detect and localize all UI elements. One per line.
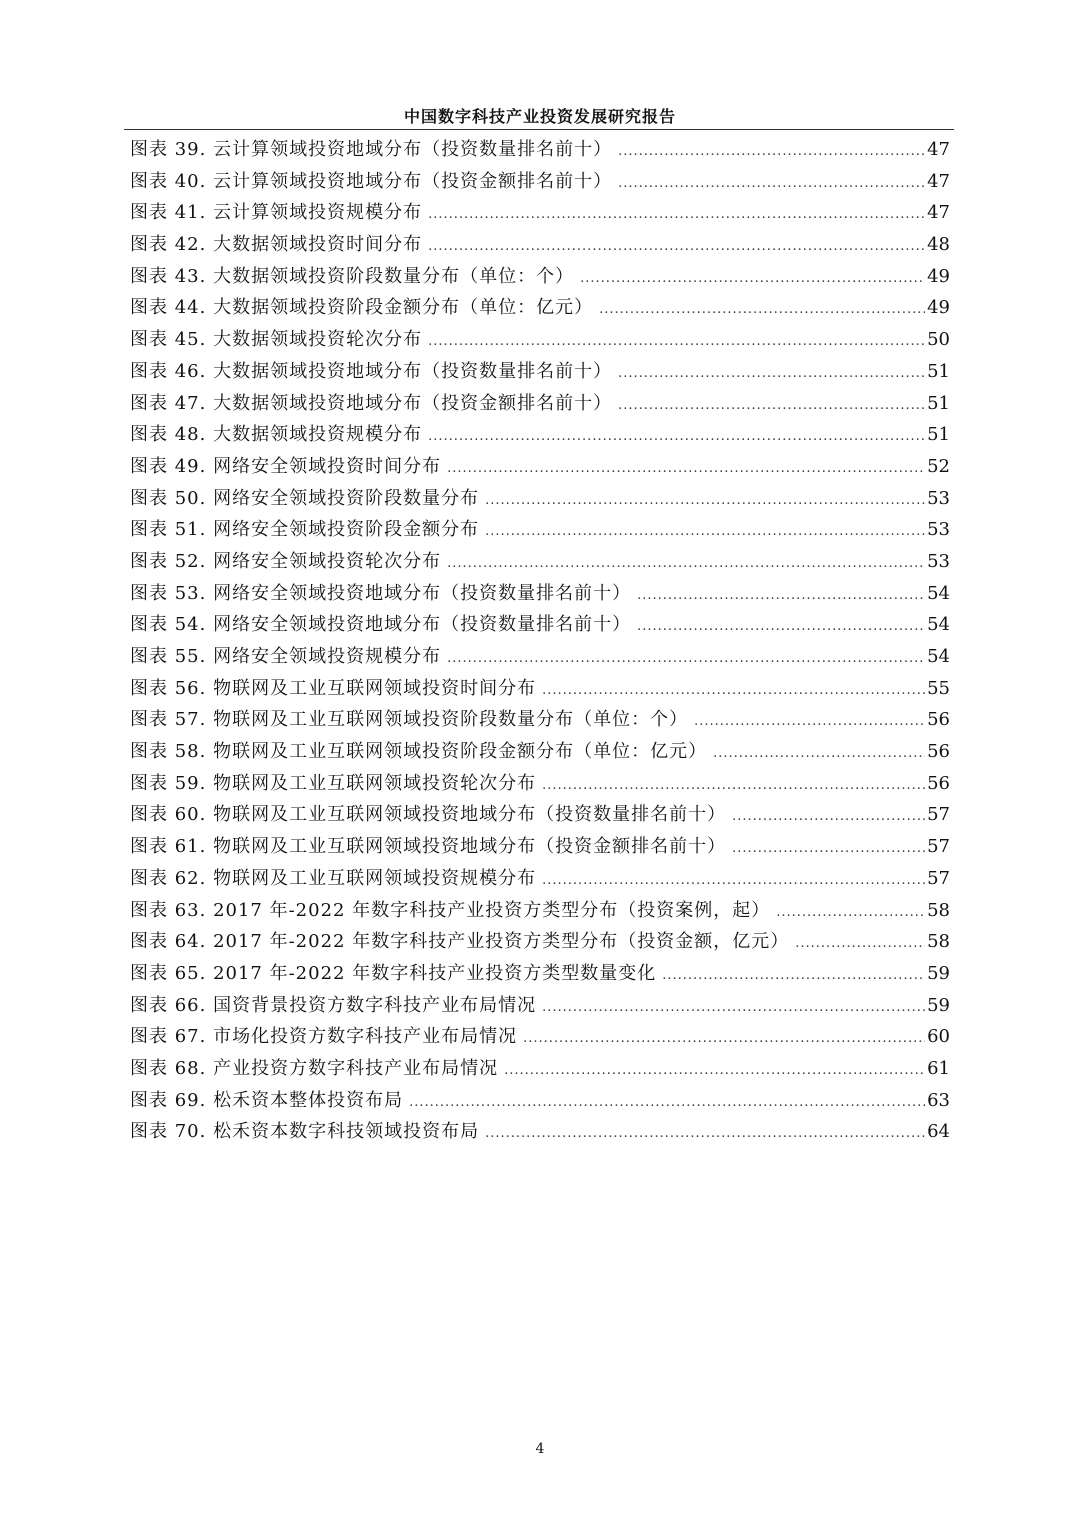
- dot-leader: [694, 706, 925, 738]
- toc-entry-page: 54: [927, 582, 950, 604]
- dot-leader: [447, 548, 925, 580]
- toc-entry-label: 图表 47. 大数据领域投资地域分布（投资金额排名前十）: [130, 392, 613, 414]
- toc-entry[interactable]: [130, 483, 950, 515]
- toc-entry-label: 图表 58. 物联网及工业互联网领域投资阶段金额分布（单位：亿元）: [130, 741, 708, 763]
- toc-entry-page: 52: [927, 455, 950, 477]
- toc-entry[interactable]: [130, 578, 950, 610]
- toc-entry-page: 51: [927, 360, 950, 382]
- toc-entry[interactable]: [130, 704, 950, 736]
- toc-entry[interactable]: [130, 768, 950, 800]
- dot-leader: [485, 516, 925, 548]
- toc-entry-label: 图表 70. 松禾资本数字科技领域投资布局: [130, 1121, 480, 1143]
- toc-entry-label: 图表 60. 物联网及工业互联网领域投资地域分布（投资数量排名前十）: [130, 804, 727, 826]
- toc-entry-page: 47: [927, 139, 950, 160]
- toc-entry[interactable]: [130, 895, 950, 927]
- toc-entry-page: 48: [927, 234, 950, 256]
- toc-entry-page: 59: [927, 994, 950, 1016]
- toc-entry-page: 58: [927, 899, 950, 921]
- toc-entry[interactable]: [130, 673, 950, 705]
- toc-entry-page: 50: [927, 329, 950, 351]
- toc-entry[interactable]: [130, 451, 950, 483]
- toc-entry-page: 51: [927, 424, 950, 446]
- toc-entry-label: 图表 53. 网络安全领域投资地域分布（投资数量排名前十）: [130, 582, 632, 604]
- toc-entry-page: 47: [927, 202, 950, 224]
- toc-entry[interactable]: [130, 990, 950, 1022]
- toc-entry-label: 图表 57. 物联网及工业互联网领域投资阶段数量分布（单位：个）: [130, 709, 689, 731]
- toc-entry-page: 53: [927, 487, 950, 509]
- toc-entry-page: 57: [927, 804, 950, 826]
- running-header: 中国数字科技产业投资发展研究报告: [403, 107, 676, 126]
- dot-leader: [795, 928, 925, 960]
- toc-entry-page: 61: [927, 1057, 950, 1079]
- toc-entry-label: 图表 51. 网络安全领域投资阶段金额分布: [130, 519, 480, 541]
- dot-leader: [447, 453, 925, 485]
- toc-entry-page: 64: [927, 1121, 950, 1143]
- toc-entry-label: 图表 41. 云计算领域投资规模分布: [130, 202, 423, 224]
- dot-leader: [409, 1087, 925, 1119]
- toc-entry[interactable]: [130, 292, 950, 324]
- toc-entry-page: 54: [927, 614, 950, 636]
- dot-leader: [618, 358, 925, 390]
- dot-leader: [523, 1023, 925, 1055]
- dot-leader: [428, 421, 925, 453]
- toc-entry[interactable]: [130, 356, 950, 388]
- toc-entry-label: 图表 48. 大数据领域投资规模分布: [130, 424, 423, 446]
- toc-entry-page: 47: [927, 170, 950, 192]
- toc-entry[interactable]: [130, 1116, 950, 1148]
- dot-leader: [542, 865, 925, 897]
- dot-leader: [637, 580, 925, 612]
- toc-entry[interactable]: [130, 419, 950, 451]
- toc-entry-page: 56: [927, 709, 950, 731]
- dot-leader: [618, 136, 925, 168]
- toc-entry-label: 图表 46. 大数据领域投资地域分布（投资数量排名前十）: [130, 360, 613, 382]
- toc-entry-page: 49: [927, 265, 950, 287]
- toc-entry-label: 图表 55. 网络安全领域投资规模分布: [130, 646, 442, 667]
- toc-entry-label: 图表 43. 大数据领域投资阶段数量分布（单位：个）: [130, 265, 575, 287]
- dot-leader: [662, 960, 925, 992]
- toc-entry[interactable]: [130, 261, 950, 293]
- dot-leader: [428, 199, 925, 231]
- list-of-figures: [130, 134, 950, 1148]
- toc-entry-page: 55: [927, 677, 950, 699]
- toc-entry-page: 63: [927, 1089, 950, 1111]
- dot-leader: [599, 294, 925, 326]
- toc-entry-page: 49: [927, 297, 950, 319]
- toc-entry[interactable]: [130, 863, 950, 895]
- toc-entry-label: 图表 59. 物联网及工业互联网领域投资轮次分布: [130, 772, 537, 794]
- dot-leader: [732, 801, 925, 833]
- toc-entry[interactable]: [130, 736, 950, 768]
- toc-entry-label: 图表 56. 物联网及工业互联网领域投资时间分布: [130, 677, 537, 699]
- toc-entry-label: 图表 50. 网络安全领域投资阶段数量分布: [130, 487, 480, 509]
- dot-leader: [732, 833, 925, 865]
- toc-entry[interactable]: [130, 831, 950, 863]
- toc-entry-label: 图表 68. 产业投资方数字科技产业布局情况: [130, 1057, 499, 1079]
- dot-leader: [618, 168, 925, 200]
- toc-entry-page: 56: [927, 741, 950, 763]
- toc-entry[interactable]: [130, 641, 950, 673]
- toc-entry-page: 53: [927, 550, 950, 572]
- toc-entry-label: 图表 52. 网络安全领域投资轮次分布: [130, 550, 442, 572]
- dot-leader: [542, 992, 925, 1024]
- dot-leader: [485, 1118, 925, 1150]
- toc-entry-page: 58: [927, 931, 950, 953]
- dot-leader: [428, 326, 925, 358]
- dot-leader: [504, 1055, 925, 1087]
- toc-entry-page: 59: [927, 962, 950, 984]
- toc-entry-label: 图表 61. 物联网及工业互联网领域投资地域分布（投资金额排名前十）: [130, 836, 727, 858]
- toc-entry[interactable]: [130, 958, 950, 990]
- toc-entry-label: 图表 63. 2017 年-2022 年数字科技产业投资方类型分布（投资案例，起）: [130, 899, 771, 921]
- toc-entry-page: 56: [927, 772, 950, 794]
- toc-entry[interactable]: [130, 229, 950, 261]
- toc-entry[interactable]: [130, 546, 950, 578]
- toc-entry-label: 图表 45. 大数据领域投资轮次分布: [130, 329, 423, 351]
- toc-entry[interactable]: [130, 166, 950, 198]
- header-rule: [124, 129, 954, 130]
- toc-entry-label: 图表 69. 松禾资本整体投资布局: [130, 1089, 404, 1111]
- toc-entry-label: 图表 64. 2017 年-2022 年数字科技产业投资方类型分布（投资金额，亿元）: [130, 931, 790, 953]
- dot-leader: [713, 738, 925, 770]
- toc-entry-label: 图表 40. 云计算领域投资地域分布（投资金额排名前十）: [130, 170, 613, 192]
- toc-entry-page: 60: [927, 1026, 950, 1048]
- dot-leader: [485, 485, 925, 517]
- dot-leader: [618, 390, 925, 422]
- toc-entry-label: 图表 39. 云计算领域投资地域分布（投资数量排名前十）: [130, 139, 613, 160]
- dot-leader: [542, 770, 925, 802]
- toc-entry[interactable]: [130, 514, 950, 546]
- toc-entry-label: 图表 65. 2017 年-2022 年数字科技产业投资方类型数量变化: [130, 962, 657, 984]
- toc-entry-label: 图表 42. 大数据领域投资时间分布: [130, 234, 423, 256]
- toc-entry[interactable]: [130, 799, 950, 831]
- toc-entry[interactable]: [130, 134, 950, 166]
- toc-entry-page: 57: [927, 836, 950, 858]
- toc-entry[interactable]: [130, 926, 950, 958]
- dot-leader: [580, 263, 925, 295]
- toc-entry-page: 57: [927, 867, 950, 889]
- toc-entry[interactable]: [130, 1021, 950, 1053]
- toc-entry-label: 图表 66. 国资背景投资方数字科技产业布局情况: [130, 994, 537, 1016]
- toc-entry[interactable]: [130, 609, 950, 641]
- toc-entry-page: 54: [927, 646, 950, 667]
- dot-leader: [637, 611, 925, 643]
- dot-leader: [447, 643, 925, 675]
- toc-entry-label: 图表 49. 网络安全领域投资时间分布: [130, 455, 442, 477]
- toc-entry[interactable]: [130, 1085, 950, 1117]
- toc-entry[interactable]: [130, 197, 950, 229]
- toc-entry-label: 图表 44. 大数据领域投资阶段金额分布（单位：亿元）: [130, 297, 594, 319]
- toc-entry[interactable]: [130, 324, 950, 356]
- toc-entry-page: 53: [927, 519, 950, 541]
- toc-entry-label: 图表 67. 市场化投资方数字科技产业布局情况: [130, 1026, 518, 1048]
- toc-entry[interactable]: [130, 388, 950, 420]
- dot-leader: [542, 675, 925, 707]
- toc-entry-label: 图表 62. 物联网及工业互联网领域投资规模分布: [130, 867, 537, 889]
- dot-leader: [428, 231, 925, 263]
- toc-entry-label: 图表 54. 网络安全领域投资地域分布（投资数量排名前十）: [130, 614, 632, 636]
- page-number: 4: [535, 1441, 545, 1457]
- toc-entry[interactable]: [130, 1053, 950, 1085]
- dot-leader: [776, 897, 925, 929]
- toc-entry-page: 51: [927, 392, 950, 414]
